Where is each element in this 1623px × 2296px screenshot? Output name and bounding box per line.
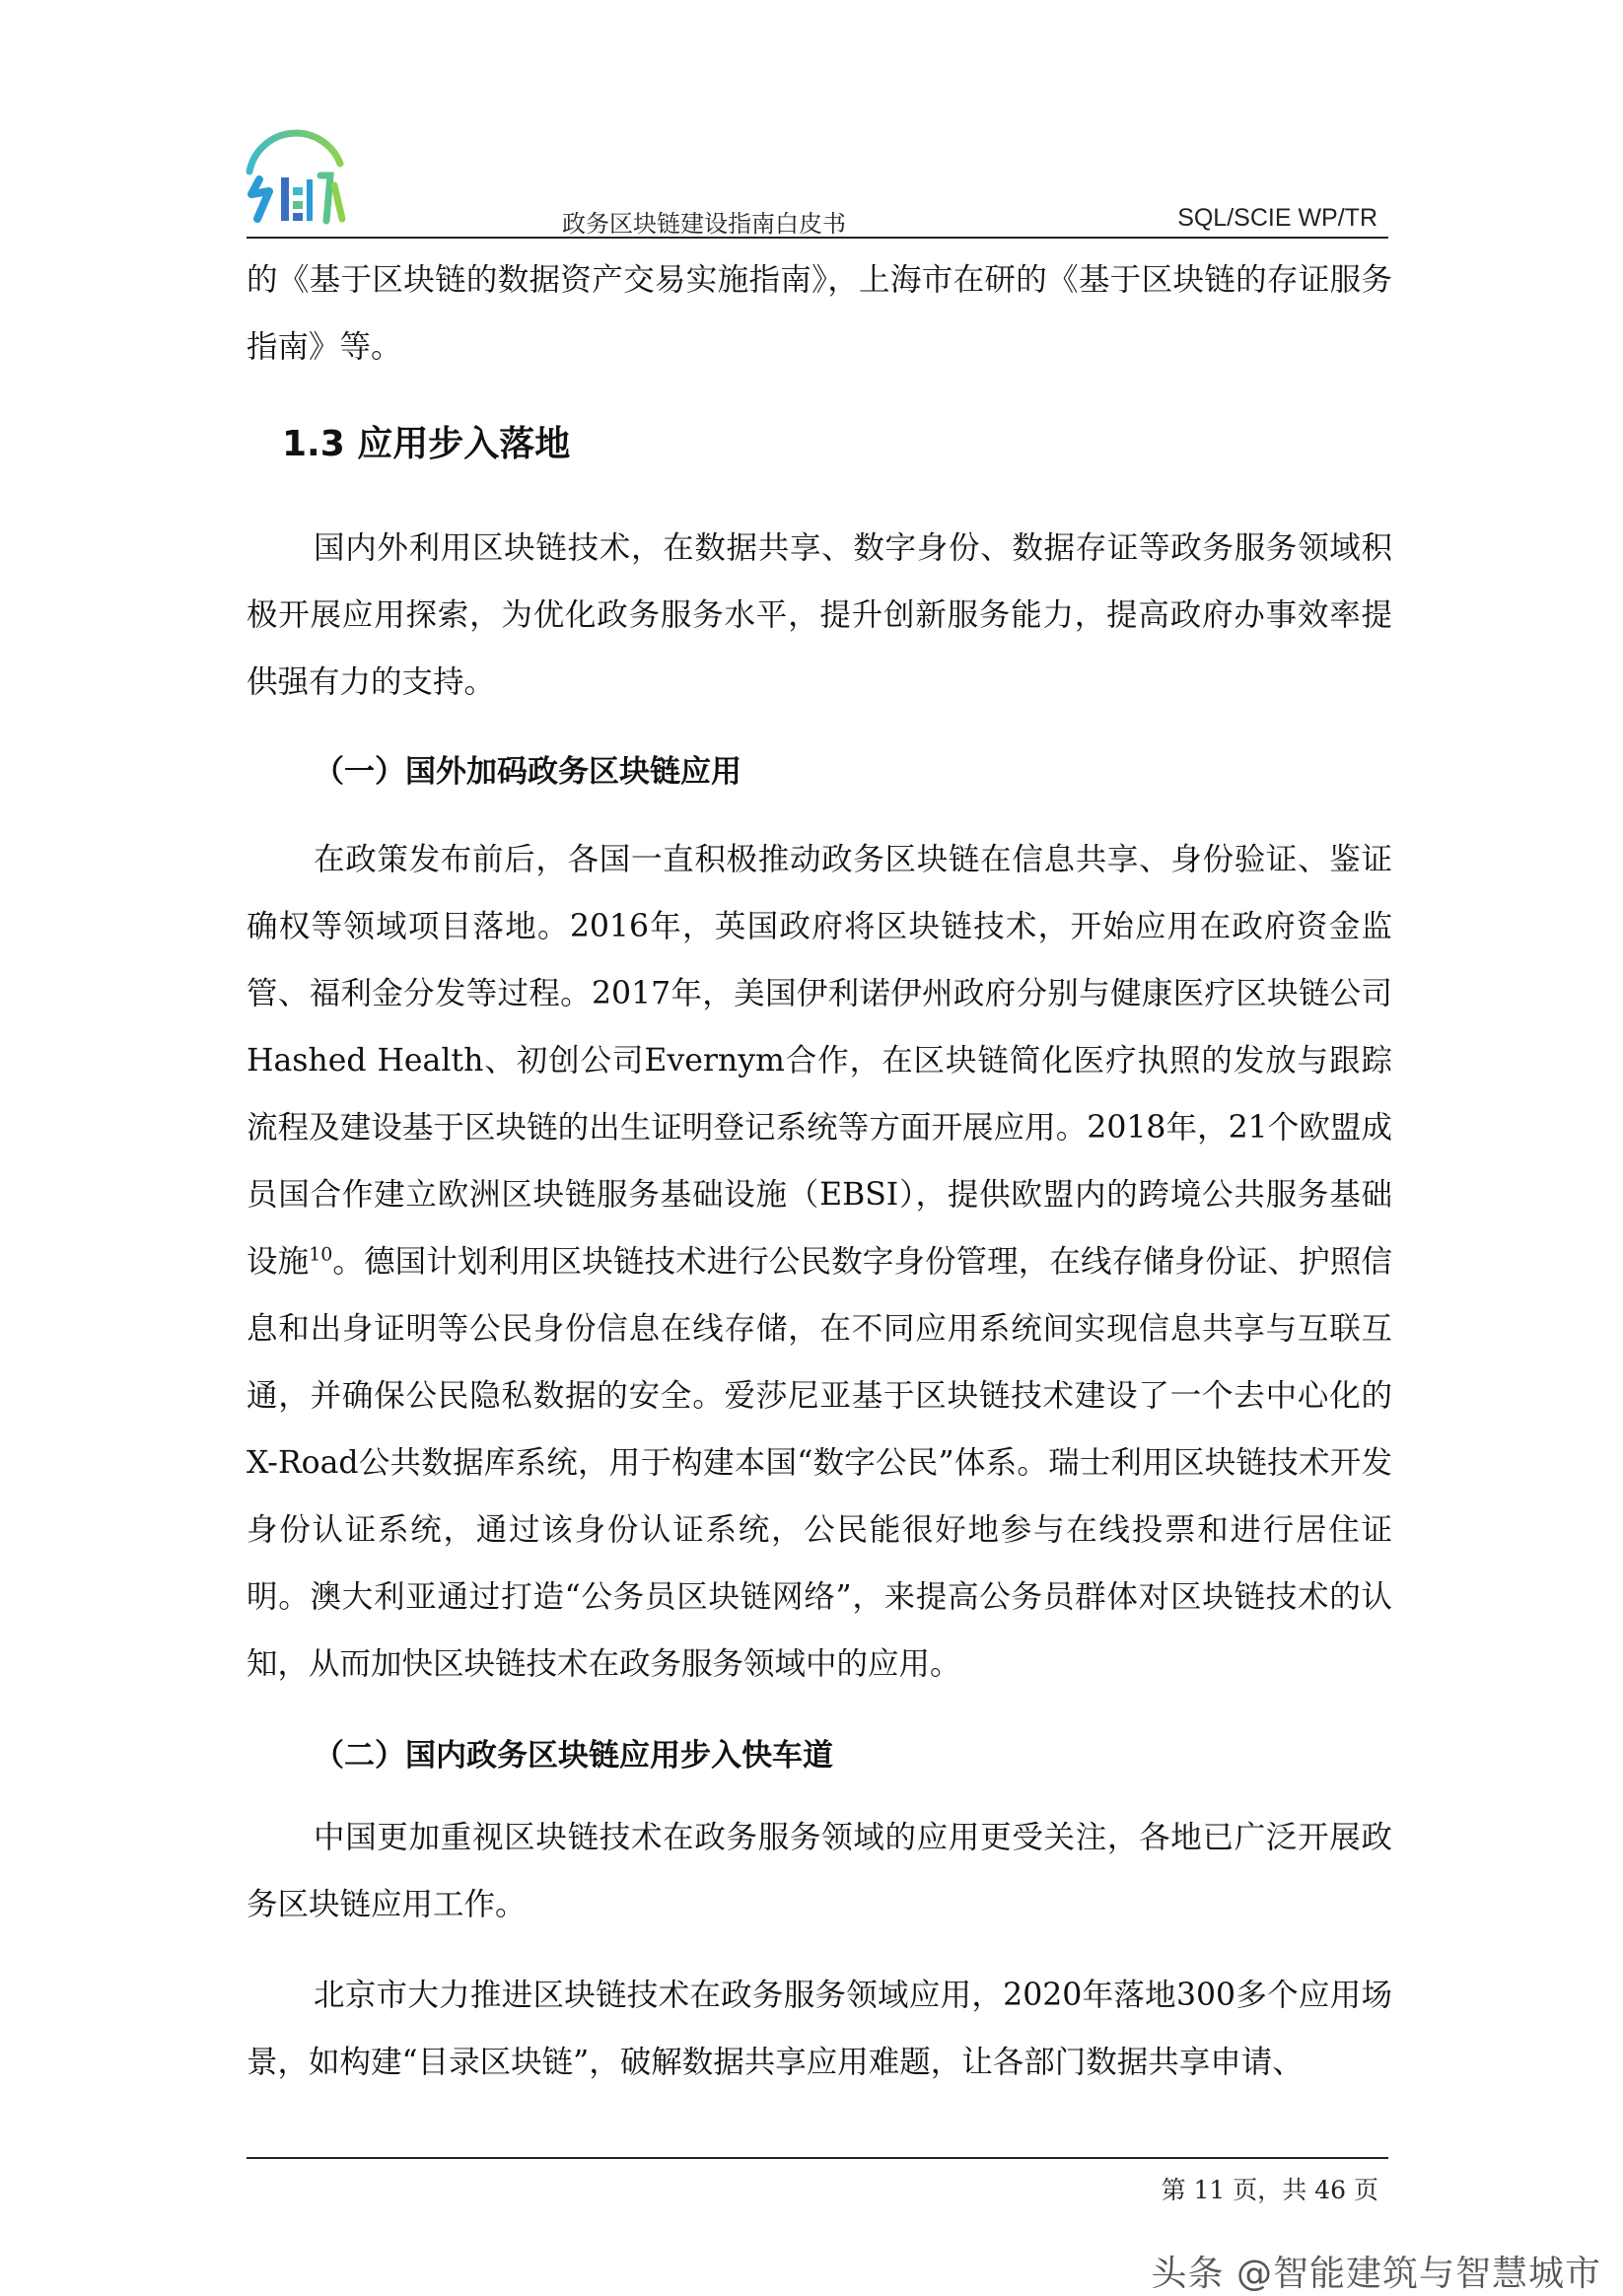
subsection-heading-domestic: （二）国内政务区块链应用步入快车道	[314, 1738, 833, 1774]
section-heading: 1.3 应用步入落地	[282, 424, 571, 464]
subsection-heading-foreign: （一）国外加码政务区块链应用	[314, 754, 741, 790]
paragraph-text-part1: 在政策发布前后，各国一直积极推动政务区块链在信息共享、身份验证、鉴证确权等领域项目落地。2016年，英国政府将区块链技术，开始应用在政府资金监管、福利金分发等过程。2017年，美国伊利诺伊州政府分别与健康医疗区块链公司Hashed Health、初创公司Evernym合作，在区块链简化医疗执照的发放与跟踪流程及建设基于区块链的出生证明登记系统等方面开展应用。2018年，21个欧盟成员国合作建立欧洲区块链服务基础设施（EBSI），提供欧盟内的跨境公共服务基础设施	[247, 842, 1392, 1280]
paragraph-intro	[247, 515, 1392, 716]
footnote-ref[interactable]: 10	[309, 1243, 333, 1266]
paragraph-text	[247, 826, 1392, 1698]
paragraph-text: 国内外利用区块链技术，在数据共享、数字身份、数据存证等政务服务领域积极开展应用探索，为优化政务服务水平，提升创新服务能力，提高政府办事效率提供强有力的支持。	[247, 530, 1392, 700]
paragraph-beijing	[247, 1962, 1392, 2096]
paragraph-domestic-intro	[247, 1804, 1392, 1938]
paragraph-text: 的《基于区块链的数据资产交易实施指南》，上海市在研的《基于区块链的存证服务指南》等。	[247, 262, 1392, 365]
paragraph-foreign-apps	[247, 826, 1392, 1698]
paragraph-text: 北京市大力推进区块链技术在政务服务领域应用，2020年落地300多个应用场景，如构建“目录区块链”，破解数据共享应用难题，让各部门数据共享申请、	[247, 1978, 1392, 2080]
paragraph-text: 中国更加重视区块链技术在政务服务领域的应用更受关注，各地已广泛开展政务区块链应用工作。	[247, 1820, 1392, 1922]
page-number: 第 11 页，共 46 页	[1161, 2176, 1378, 2204]
paragraph-continued	[247, 246, 1392, 381]
blockchain-logo-icon	[242, 120, 350, 231]
paragraph-text-part2: 。德国计划利用区块链技术进行公民数字身份管理，在线存储身份证、护照信息和出身证明等公民身份信息在线存储，在不同应用系统间实现信息共享与互联互通，并确保公民隐私数据的安全。爱莎尼亚基于区块链技术建设了一个去中心化的X-Road公共数据库系统，用于构建本国“数字公民”体系。瑞士利用区块链技术开发身份认证系统，通过该身份认证系统，公民能很好地参与在线投票和进行居住证明。澳大利亚通过打造“公务员区块链网络”，来提高公务员群体对区块链技术的认知，从而加快区块链技术在政务服务领域中的应用。	[247, 1244, 1392, 1682]
header-divider	[247, 237, 1388, 239]
footer-divider	[247, 2157, 1388, 2159]
header-doc-code: SQL/SCIE WP/TR	[1177, 204, 1377, 232]
header-title: 政务区块链建设指南白皮书	[562, 210, 846, 238]
source-watermark: 头条 @智能建筑与智慧城市	[1151, 2254, 1601, 2294]
